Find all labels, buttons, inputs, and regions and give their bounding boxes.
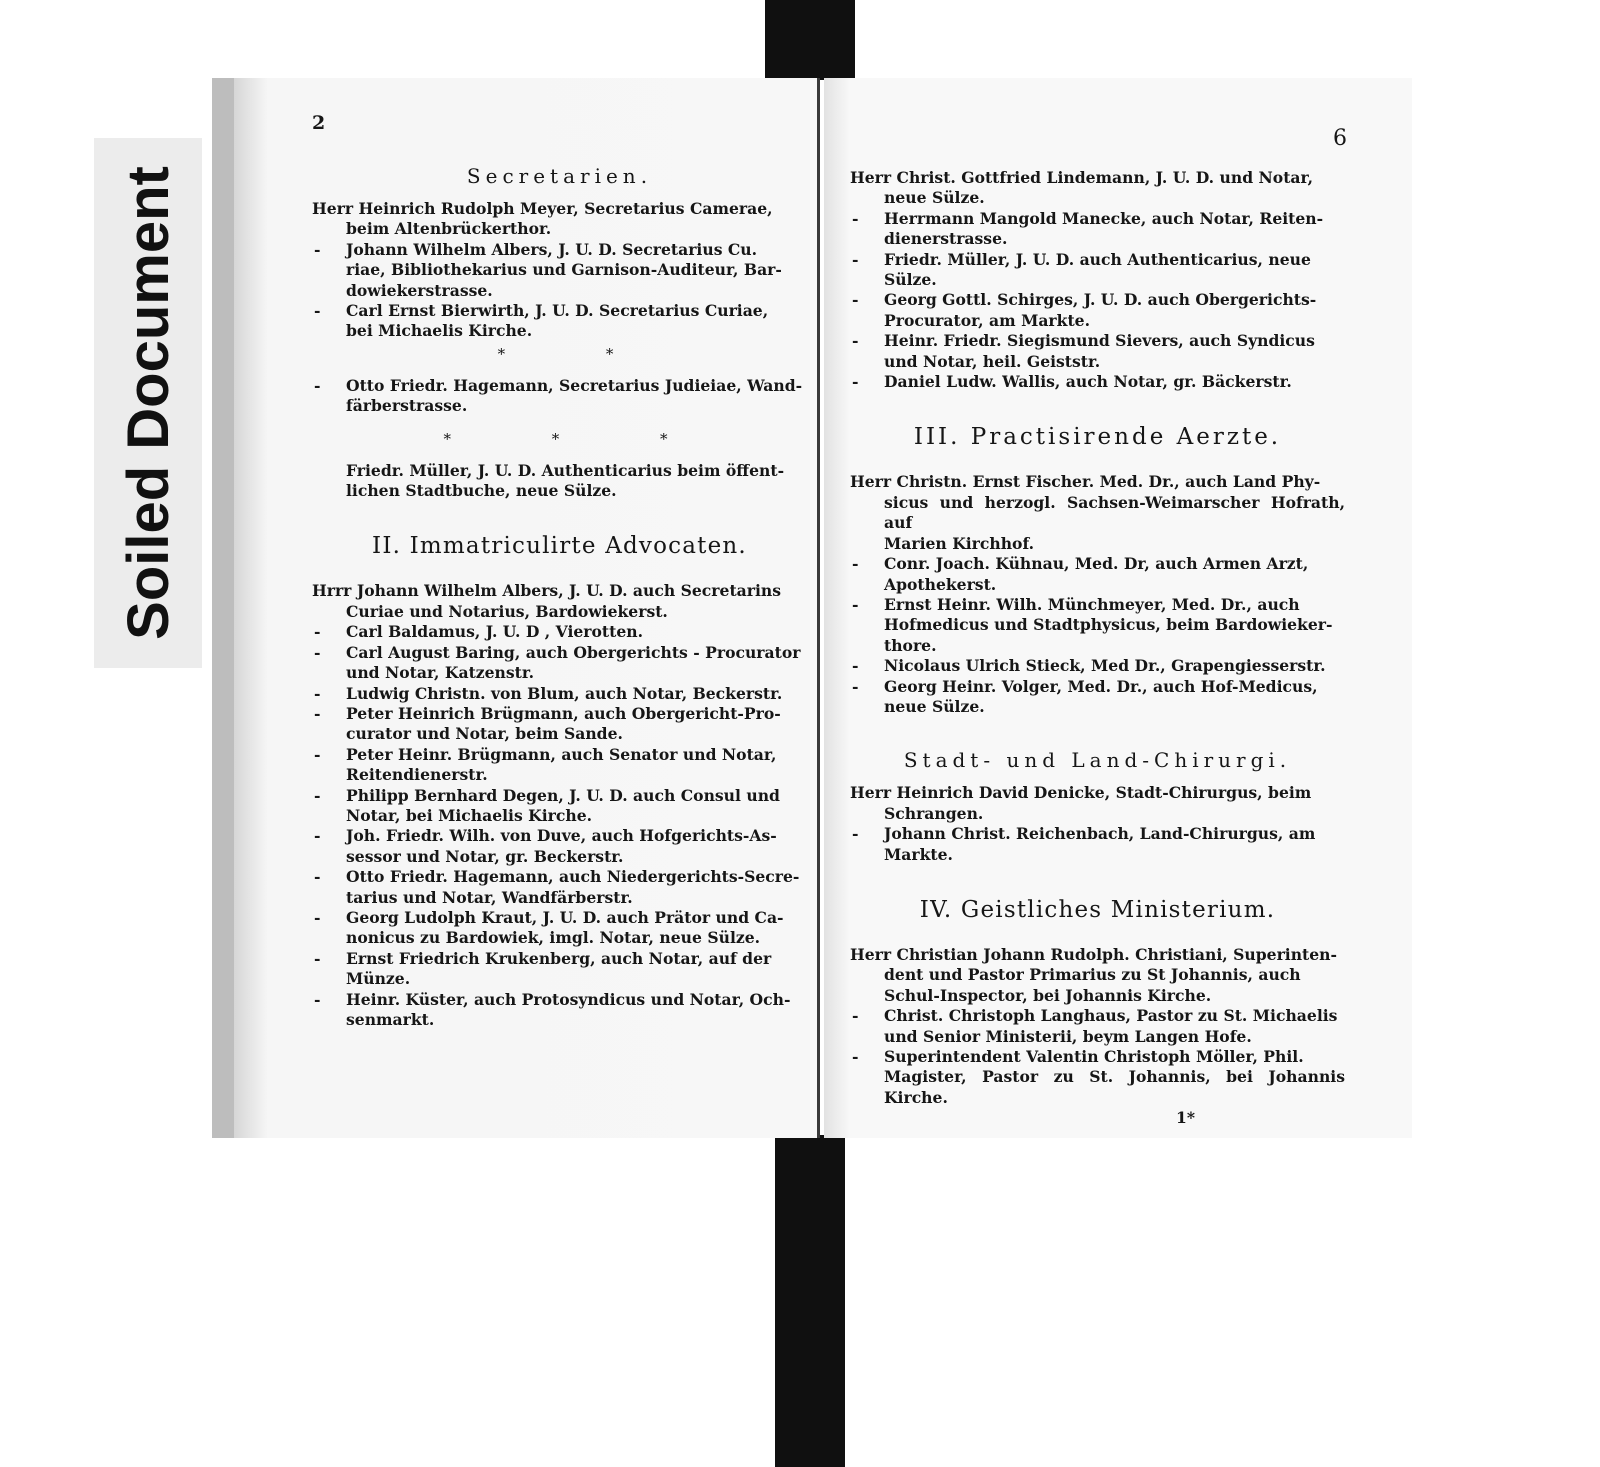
entry	[312, 643, 807, 684]
entry-line: beim Altenbrückerthor.	[346, 219, 552, 239]
entry	[850, 677, 1345, 718]
entry	[850, 472, 1345, 554]
entry	[850, 824, 1345, 865]
entry-line: und Notar, heil. Geiststr.	[884, 351, 1101, 371]
entry	[312, 949, 807, 990]
entry-dash: -	[314, 239, 321, 259]
right-page-text	[850, 168, 1345, 1129]
entry-line: Notar, bei Michaelis Kirche.	[346, 805, 593, 825]
entry-line: Otto Friedr. Hagemann, Secretarius Judieiae, Wand-	[346, 375, 803, 395]
entry-dash: -	[314, 744, 321, 764]
entry-dash: -	[314, 703, 321, 723]
entry-line: Peter Heinrich Brügmann, auch Obergericht-Pro-	[346, 703, 781, 723]
chirurgi-heading: Stadt- und Land-Chirurgi.	[903, 748, 1292, 773]
entry-dash: -	[314, 948, 321, 968]
entry-dash: -	[314, 622, 321, 642]
entry-line: Sülze.	[884, 270, 937, 290]
entry	[850, 290, 1345, 331]
entry-line: färberstrasse.	[346, 396, 468, 416]
chirurgi-list	[850, 783, 1345, 865]
left-page-text	[312, 163, 807, 1030]
entry-line: Daniel Ludw. Wallis, auch Notar, gr. Bäckerstr.	[884, 372, 1292, 392]
entry-line: Carl Baldamus, J. U. D , Vierotten.	[346, 622, 644, 642]
book-spine-top	[765, 0, 855, 80]
entry	[850, 1047, 1345, 1108]
entry-dash: -	[852, 594, 859, 614]
entry-prefix: Herr	[312, 199, 354, 218]
entry	[850, 945, 1345, 1006]
entry	[312, 684, 807, 704]
entry-prefix: Hrrr	[312, 581, 352, 601]
entry-line	[850, 472, 1345, 492]
entry-line: riae, Bibliothekarius und Garnison-Auditeur, Bar-	[346, 260, 782, 280]
entry-line: sessor und Notar, gr. Beckerstr.	[346, 846, 624, 866]
entry-prefix: Herr	[850, 472, 892, 492]
entry-line: dowiekerstrasse.	[346, 280, 493, 300]
book-spine-bottom	[775, 1135, 845, 1467]
entry-line: Peter Heinr. Brügmann, auch Senator und Notar,	[346, 744, 777, 764]
entry-dash: -	[852, 676, 859, 696]
entry-line: Superintendent Valentin Christoph Möller, Phil.	[884, 1047, 1304, 1066]
entry	[312, 786, 807, 827]
entry	[850, 372, 1345, 392]
entry-line	[850, 945, 1345, 965]
entry-dash: -	[314, 301, 321, 321]
entry-line: Schul-Inspector, bei Johannis Kirche.	[884, 985, 1212, 1005]
entry-dash: -	[314, 989, 321, 1009]
entry	[312, 581, 807, 622]
entry-line: thore.	[884, 635, 937, 655]
entry	[312, 301, 807, 342]
entry-line: Christ. Christoph Langhaus, Pastor zu St. Michaelis	[884, 1006, 1338, 1026]
entry-dash: -	[852, 290, 859, 310]
entry-dash: -	[314, 826, 321, 846]
notar-list	[850, 168, 1345, 392]
entry-line: lichen Stadtbuche, neue Sülze.	[346, 481, 617, 501]
ministerium-heading: IV. Geistliches Ministerium.	[919, 896, 1276, 923]
entry-line: Procurator, am Markte.	[884, 310, 1091, 330]
entry-line: Nicolaus Ulrich Stieck, Med Dr., Grapengiesserstr.	[884, 656, 1326, 676]
entry-dash: -	[852, 249, 859, 269]
entry-text: Heinrich David Denicke, Stadt-Chirurgus, beim	[896, 783, 1312, 803]
entry-text: Christian Johann Rudolph. Christiani, Superinten-	[896, 944, 1337, 964]
entry	[850, 783, 1345, 824]
entry	[850, 209, 1345, 250]
entry-line: Ernst Heinr. Wilh. Münchmeyer, Med. Dr., auch	[884, 594, 1300, 614]
aerzte-heading: III. Practisirende Aerzte.	[913, 424, 1282, 451]
entry-line	[850, 783, 1345, 803]
entry-line: und Notar, Katzenstr.	[346, 663, 535, 683]
entry	[850, 168, 1345, 209]
entry	[850, 331, 1345, 372]
section-divider-stars: * *	[497, 344, 662, 363]
entry-prefix: Herr	[850, 168, 892, 187]
entry-line	[850, 168, 1345, 188]
entry	[312, 826, 807, 867]
entry-line: Otto Friedr. Hagemann, auch Niedergerichts-Secre-	[346, 867, 800, 887]
entry-line: sicus und herzogl. Sachsen-Weimarscher Hofrath, auf	[884, 492, 1345, 533]
entry-line: Georg Gottl. Schirges, J. U. D. auch Obergerichts-	[884, 290, 1317, 310]
entry-text: Christ. Gottfried Lindemann, J. U. D. und Notar,	[896, 168, 1314, 187]
entry-line: Heinr. Friedr. Siegismund Sievers, auch Syndicus	[884, 331, 1315, 351]
entry-text: Johann Wilhelm Albers, J. U. D. auch Secretarins	[356, 581, 782, 601]
secretarien-list	[312, 199, 807, 342]
entry-line: Marien Kirchhof.	[884, 533, 1035, 553]
entry-line: Georg Ludolph Kraut, J. U. D. auch Prätor und Ca-	[346, 907, 784, 927]
entry-line: tarius und Notar, Wandfärberstr.	[346, 887, 633, 907]
entry	[312, 240, 807, 301]
entry-line	[312, 581, 807, 601]
entry-line: Heinr. Küster, auch Protosyndicus und Notar, Och-	[346, 989, 791, 1009]
entry-line: Georg Heinr. Volger, Med. Dr., auch Hof-Medicus,	[884, 676, 1318, 696]
entry-line: bei Michaelis Kirche.	[346, 321, 533, 341]
entry-line	[312, 199, 807, 219]
entry	[850, 1006, 1345, 1047]
entry-dash: -	[852, 1006, 859, 1026]
aerzte-list	[850, 472, 1345, 717]
entry-line: Magister, Pastor zu St. Johannis, bei Johannis Kirche.	[884, 1067, 1345, 1107]
entry-line: Curiae und Notarius, Bardowiekerst.	[346, 601, 668, 621]
entry-line: senmarkt.	[346, 1010, 435, 1029]
entry-line: neue Sülze.	[884, 696, 985, 716]
advocaten-heading: II. Immatriculirte Advocaten.	[372, 533, 747, 560]
entry-dash: -	[852, 208, 859, 228]
entry-line: Ludwig Christn. von Blum, auch Notar, Beckerstr.	[346, 683, 783, 703]
entry	[850, 554, 1345, 595]
entry-dash: -	[314, 867, 321, 887]
entry	[312, 376, 807, 417]
entry-dash: -	[852, 656, 859, 676]
entry-dash: -	[314, 907, 321, 927]
left-page-number: 2	[312, 112, 326, 134]
entry	[312, 622, 807, 642]
entry-line: neue Sülze.	[884, 188, 985, 208]
entry	[312, 867, 807, 908]
entry-dash: -	[314, 642, 321, 662]
entry-line: Carl Ernst Bierwirth, J. U. D. Secretarius Curiae,	[346, 301, 769, 321]
entry-line: Friedr. Müller, J. U. D. auch Authenticarius, neue	[884, 249, 1311, 269]
entry-line: Ernst Friedrich Krukenberg, auch Notar, auf der	[346, 948, 772, 968]
entry-line: dent und Pastor Primarius zu St Johannis, auch	[884, 965, 1301, 985]
entry-line: Conr. Joach. Kühnau, Med. Dr, auch Armen Arzt,	[884, 554, 1309, 574]
entry-line: Apothekerst.	[884, 574, 997, 594]
entry-line: Reitendienerstr.	[346, 765, 488, 785]
entry-line: curator und Notar, beim Sande.	[346, 724, 623, 744]
entry-line: Schrangen.	[884, 803, 984, 823]
entry-line: Münze.	[346, 969, 411, 989]
entry-line: Joh. Friedr. Wilh. von Duve, auch Hofgerichts-As-	[346, 826, 777, 846]
entry-line: Markte.	[884, 844, 953, 864]
entry-line: Hofmedicus und Stadtphysicus, beim Bardowieker-	[884, 615, 1333, 635]
entry	[850, 250, 1345, 291]
entry	[312, 704, 807, 745]
entry-line: Johann Wilhelm Albers, J. U. D. Secretarius Cu.	[346, 239, 758, 259]
entry	[850, 656, 1345, 676]
entry-line: Herrmann Mangold Manecke, auch Notar, Reiten-	[884, 208, 1324, 228]
entry	[850, 595, 1345, 656]
entry-dash: -	[314, 785, 321, 805]
ministerium-list	[850, 945, 1345, 1108]
entry-dash: -	[852, 824, 859, 844]
entry-dash: -	[314, 375, 321, 395]
entry-dash: -	[314, 683, 321, 703]
entry-line: Friedr. Müller, J. U. D. Authenticarius beim öffent-	[346, 460, 785, 480]
entry	[312, 908, 807, 949]
entry	[312, 990, 807, 1031]
entry-line: Philipp Bernhard Degen, J. U. D. auch Consul und	[346, 785, 780, 805]
entry	[312, 745, 807, 786]
secretarien-heading: Secretarien.	[466, 164, 653, 188]
entry-text: Christn. Ernst Fischer. Med. Dr., auch Land Phy-	[896, 472, 1321, 492]
section-divider-stars: * * *	[443, 429, 716, 448]
entry-line: und Senior Ministerii, beym Langen Hofe.	[884, 1026, 1252, 1046]
entry-dash: -	[852, 554, 859, 574]
entry	[312, 199, 807, 240]
hagemann-entry	[312, 376, 807, 417]
advocaten-list	[312, 581, 807, 1030]
entry-dash: -	[852, 1047, 859, 1066]
entry-prefix: Herr	[850, 783, 892, 803]
entry-dash: -	[852, 372, 859, 392]
entry-text: Heinrich Rudolph Meyer, Secretarius Camerae,	[358, 199, 773, 218]
right-page-number: 6	[1333, 126, 1347, 151]
entry-line: Carl August Baring, auch Obergerichts - Procurator	[346, 642, 801, 662]
signature-mark: 1*	[1175, 1108, 1195, 1128]
entry-line: Johann Christ. Reichenbach, Land-Chirurgus, am	[884, 824, 1316, 844]
soiled-document-label: Soiled Document	[116, 166, 181, 640]
entry-line: dienerstrasse.	[884, 229, 1008, 249]
entry-line: nonicus zu Bardowiek, imgl. Notar, neue Sülze.	[346, 928, 761, 948]
entry-dash: -	[852, 331, 859, 351]
mueller-entry	[312, 461, 807, 502]
entry-prefix: Herr	[850, 944, 892, 964]
